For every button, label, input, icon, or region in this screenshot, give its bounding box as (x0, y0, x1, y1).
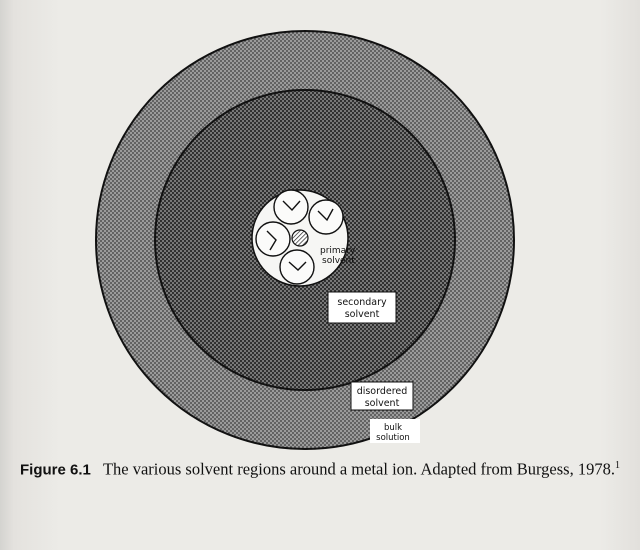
reference-superscript: 1 (614, 460, 620, 471)
secondary-solvent-label-line2: solvent (344, 309, 380, 320)
figure-caption (20, 455, 620, 481)
metal-ion (292, 230, 308, 246)
bulk-solution-label-line2: solution (376, 433, 410, 443)
primary-solvent-label-line1: primary (320, 246, 356, 256)
water-molecule-top-right (309, 200, 343, 234)
water-molecule-top-left (274, 190, 308, 224)
bulk-solution-label-line1: bulk (383, 423, 403, 433)
figure-number: Figure 6.1 (20, 461, 91, 479)
water-molecule-bottom (280, 250, 314, 284)
caption-text: The various solvent regions around a metal ion. Adapted from Burgess, 1978. (102, 459, 615, 479)
water-molecule-left (256, 222, 290, 256)
primary-solvent-label-line2: solvent (322, 256, 355, 266)
disordered-solvent-label-line1: disordered (356, 386, 408, 397)
secondary-solvent-label-line1: secondary (337, 297, 387, 308)
disordered-solvent-label-line2: solvent (364, 398, 400, 409)
